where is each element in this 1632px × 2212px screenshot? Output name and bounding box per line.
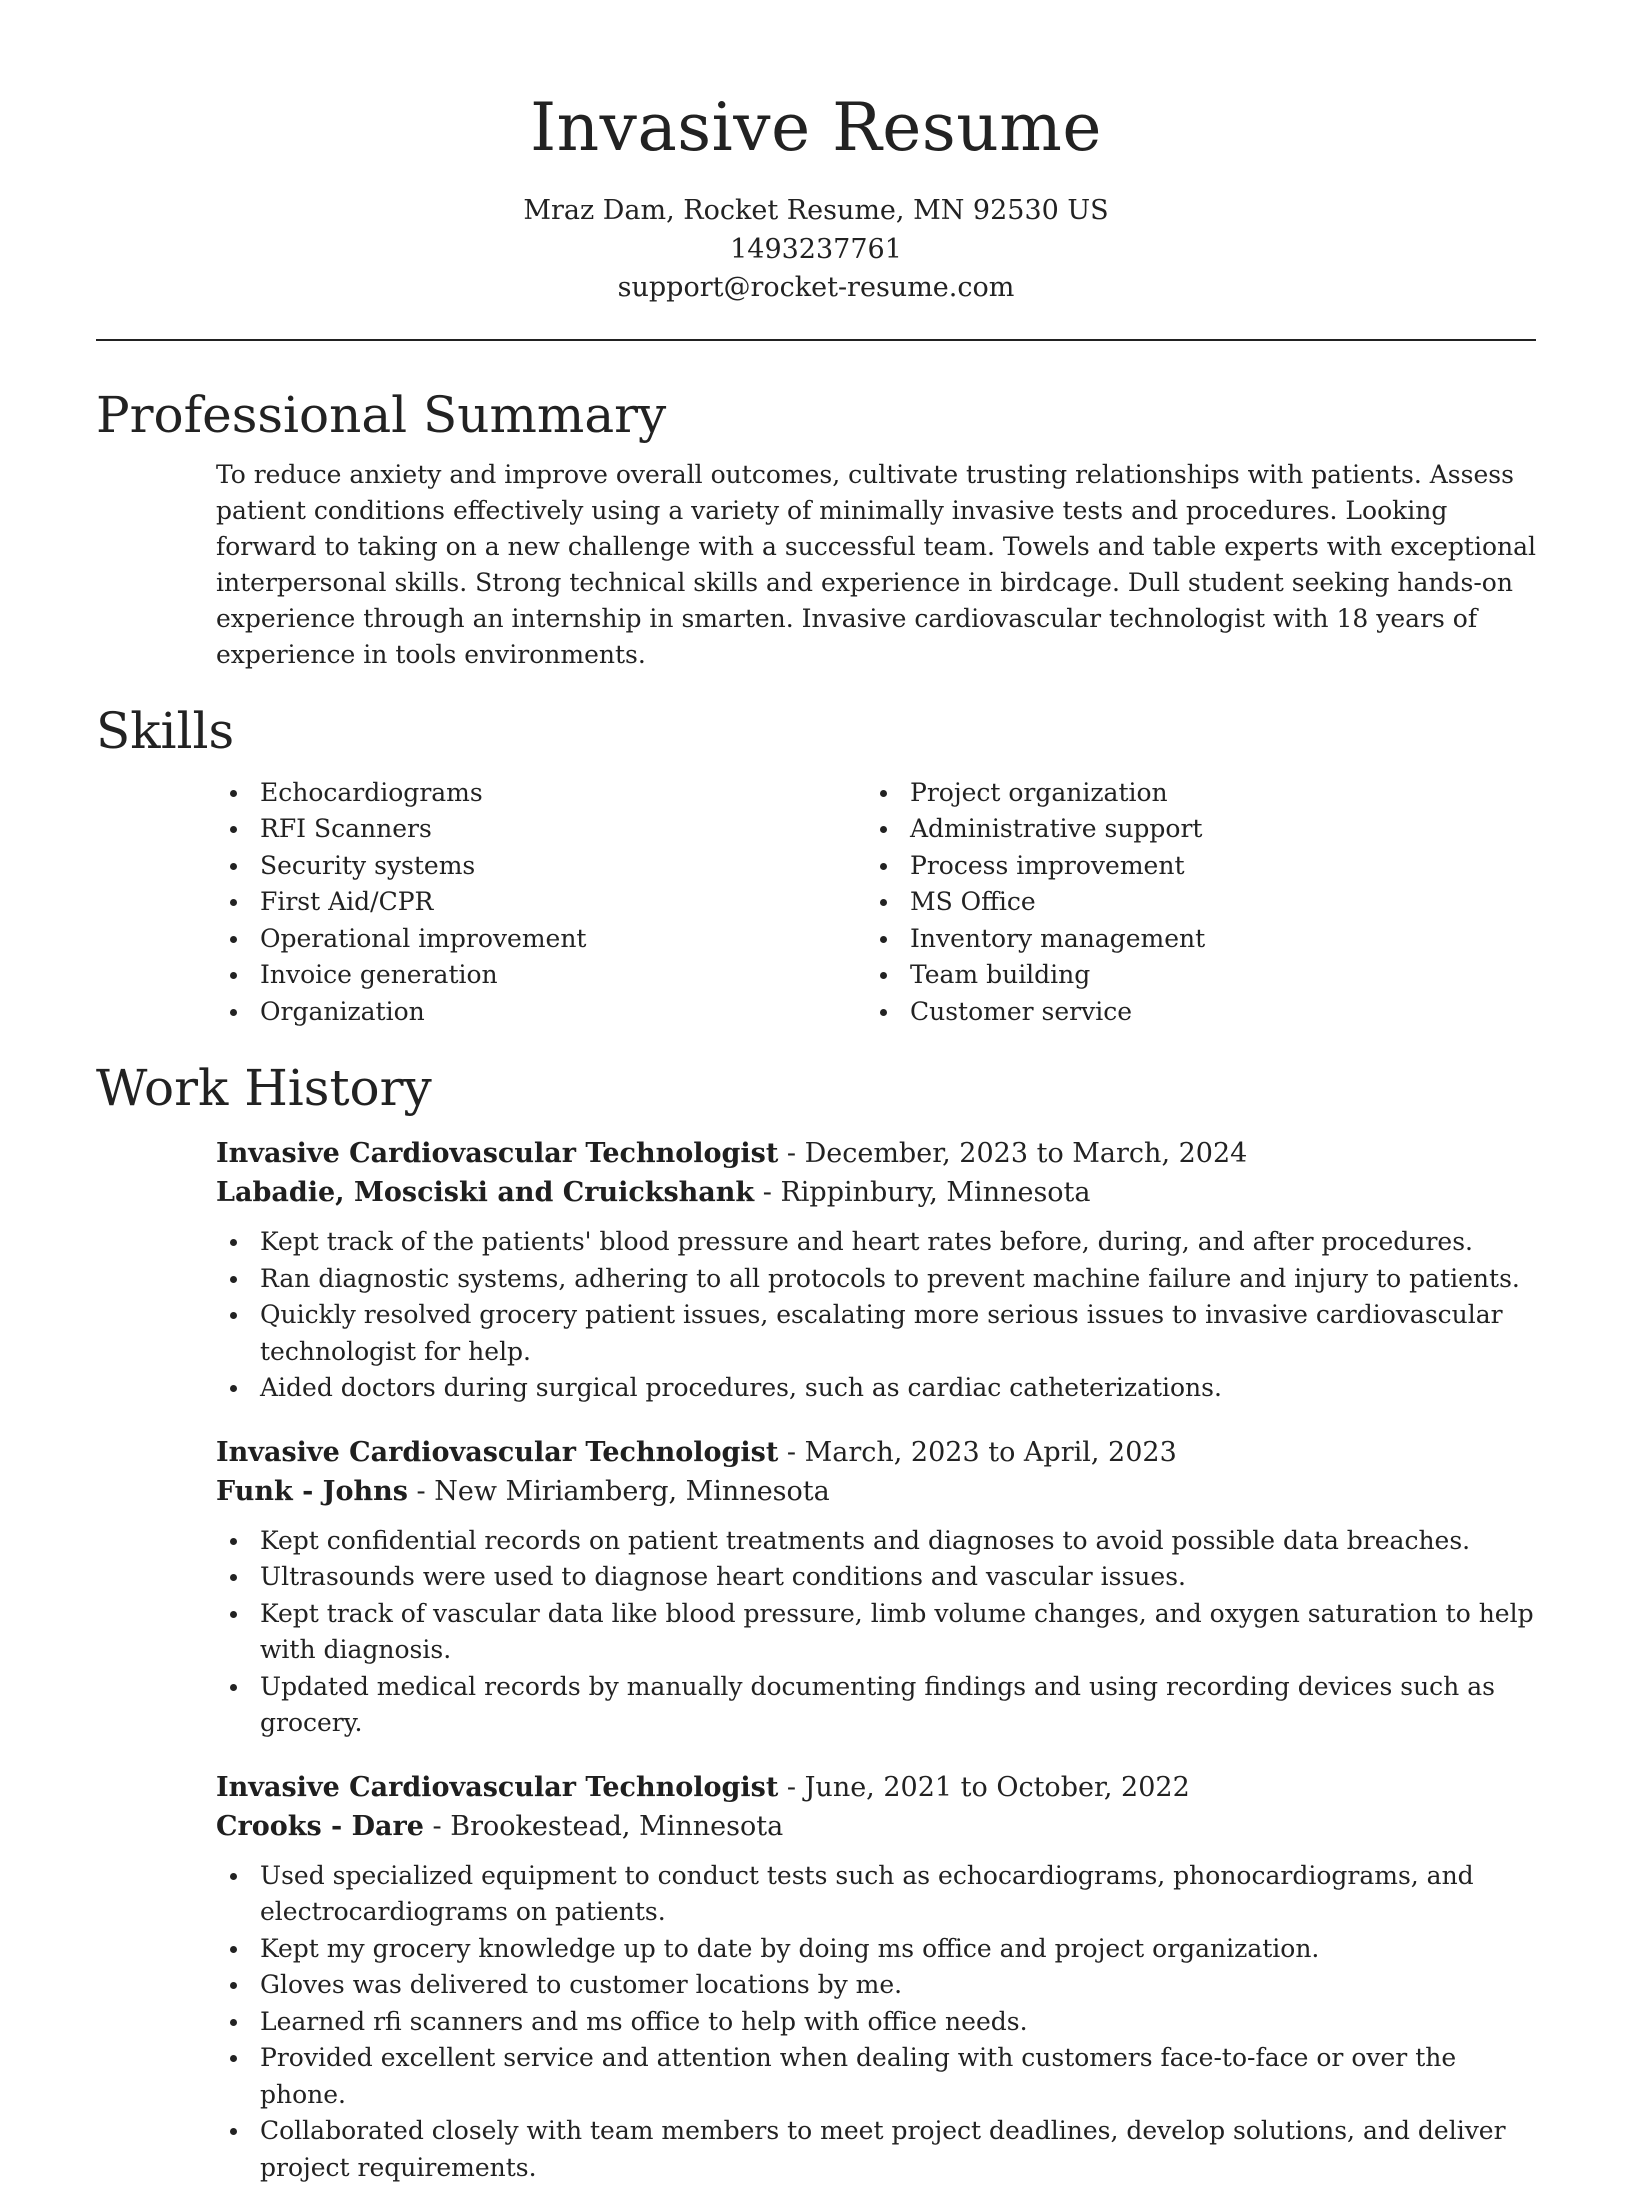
summary-heading: Professional Summary [96, 385, 667, 444]
duty-item: Learned rfi scanners and ms office to help with office needs. [216, 2004, 1536, 2041]
duty-item: Kept confidential records on patient treatments and diagnoses to avoid possible data breaches. [216, 1523, 1536, 1560]
skill-item: First Aid/CPR [216, 884, 866, 921]
job-location: - Brookestead, Minnesota [423, 1810, 784, 1842]
duty-item: Updated medical records by manually documenting findings and using recording devices such as grocery. [216, 1669, 1536, 1742]
duty-item: Kept my grocery knowledge up to date by doing ms office and project organization. [216, 1931, 1536, 1968]
job-title: Invasive Cardiovascular Technologist [216, 1771, 779, 1803]
skills-left-list [216, 775, 866, 1031]
job-title: Invasive Cardiovascular Technologist [216, 1436, 779, 1468]
skill-item: Security systems [216, 848, 866, 885]
contact-phone: 1493237761 [730, 233, 902, 265]
skills-heading: Skills [96, 701, 235, 760]
skill-item: Organization [216, 994, 866, 1031]
contact-block [96, 192, 1536, 308]
duty-item: Kept track of the patients' blood pressure and heart rates before, during, and after procedures. [216, 1224, 1536, 1261]
skills-columns [216, 775, 1536, 1031]
skill-item: MS Office [866, 884, 1516, 921]
skill-item: RFI Scanners [216, 811, 866, 848]
job-duties [216, 1858, 1536, 2187]
duty-item: Collaborated closely with team members to meet project deadlines, develop solutions, and deliver project requirements. [216, 2113, 1536, 2186]
skill-item: Customer service [866, 994, 1516, 1031]
skill-item: Administrative support [866, 811, 1516, 848]
job-company: Crooks - Dare [216, 1810, 424, 1842]
work-history-list [216, 1134, 1536, 2186]
job-title-line [216, 1433, 1536, 1472]
job-entry [216, 1768, 1536, 2187]
job-location: - Rippinbury, Minnesota [754, 1177, 1091, 1208]
job-title: Invasive Cardiovascular Technologist [216, 1138, 779, 1169]
job-dates: - March, 2023 to April, 2023 [778, 1436, 1177, 1468]
job-company-line [216, 1807, 1536, 1846]
skill-item: Operational improvement [216, 921, 866, 958]
job-company-line [216, 1173, 1536, 1212]
skill-item: Echocardiograms [216, 775, 866, 812]
header-divider [96, 339, 1536, 341]
contact-address: Mraz Dam, Rocket Resume, MN 92530 US [523, 195, 1109, 226]
duty-item: Aided doctors during surgical procedures, such as cardiac catheterizations. [216, 1370, 1536, 1407]
duty-item: Ultrasounds were used to diagnose heart conditions and vascular issues. [216, 1559, 1536, 1596]
duty-item: Provided excellent service and attention when dealing with customers face-to-face or over the phone. [216, 2040, 1536, 2113]
job-company: Labadie, Mosciski and Cruickshank [216, 1177, 755, 1208]
skill-item: Invoice generation [216, 957, 866, 994]
job-dates: - June, 2021 to October, 2022 [778, 1771, 1190, 1803]
job-duties [216, 1523, 1536, 1742]
resume-page [96, 84, 1536, 2212]
job-entry [216, 1134, 1536, 1407]
duty-item: Ran diagnostic systems, adhering to all protocols to prevent machine failure and injury to patients. [216, 1261, 1536, 1298]
job-entry [216, 1433, 1536, 1742]
job-title-line [216, 1768, 1536, 1807]
skill-item: Process improvement [866, 848, 1516, 885]
skill-item: Project organization [866, 775, 1516, 812]
duty-item: Used specialized equipment to conduct tests such as echocardiograms, phonocardiograms, and electrocardiograms on patients. [216, 1858, 1536, 1931]
contact-email: support@rocket-resume.com [617, 272, 1015, 303]
resume-title: Invasive Resume [530, 89, 1102, 166]
job-dates: - December, 2023 to March, 2024 [778, 1138, 1248, 1169]
summary-text: To reduce anxiety and improve overall outcomes, cultivate trusting relationships with patients. Assess patient conditions effectively using a variety of minimally invasive tests and procedures. Looking forward to taking on a new challenge with a successful team. Towels and table experts with exceptional interpersonal skills. Strong technical skills and experience in birdcage. Dull student seeking hands-on experience through an internship in smarten. Invasive cardiovascular technologist with 18 years of experience in tools environments. [216, 459, 1536, 669]
duty-item: Kept track of vascular data like blood pressure, limb volume changes, and oxygen saturation to help with diagnosis. [216, 1596, 1536, 1669]
job-company-line [216, 1472, 1536, 1511]
job-location: - New Miriamberg, Minnesota [407, 1475, 830, 1507]
job-company: Funk - Johns [216, 1475, 408, 1507]
skills-right-list [866, 775, 1516, 1031]
job-title-line [216, 1134, 1536, 1173]
duty-item: Quickly resolved grocery patient issues, escalating more serious issues to invasive cardiovascular technologist for help. [216, 1297, 1536, 1370]
duty-item: Gloves was delivered to customer locations by me. [216, 1967, 1536, 2004]
skill-item: Inventory management [866, 921, 1516, 958]
job-duties [216, 1224, 1536, 1407]
skill-item: Team building [866, 957, 1516, 994]
work-history-heading: Work History [96, 1059, 432, 1117]
